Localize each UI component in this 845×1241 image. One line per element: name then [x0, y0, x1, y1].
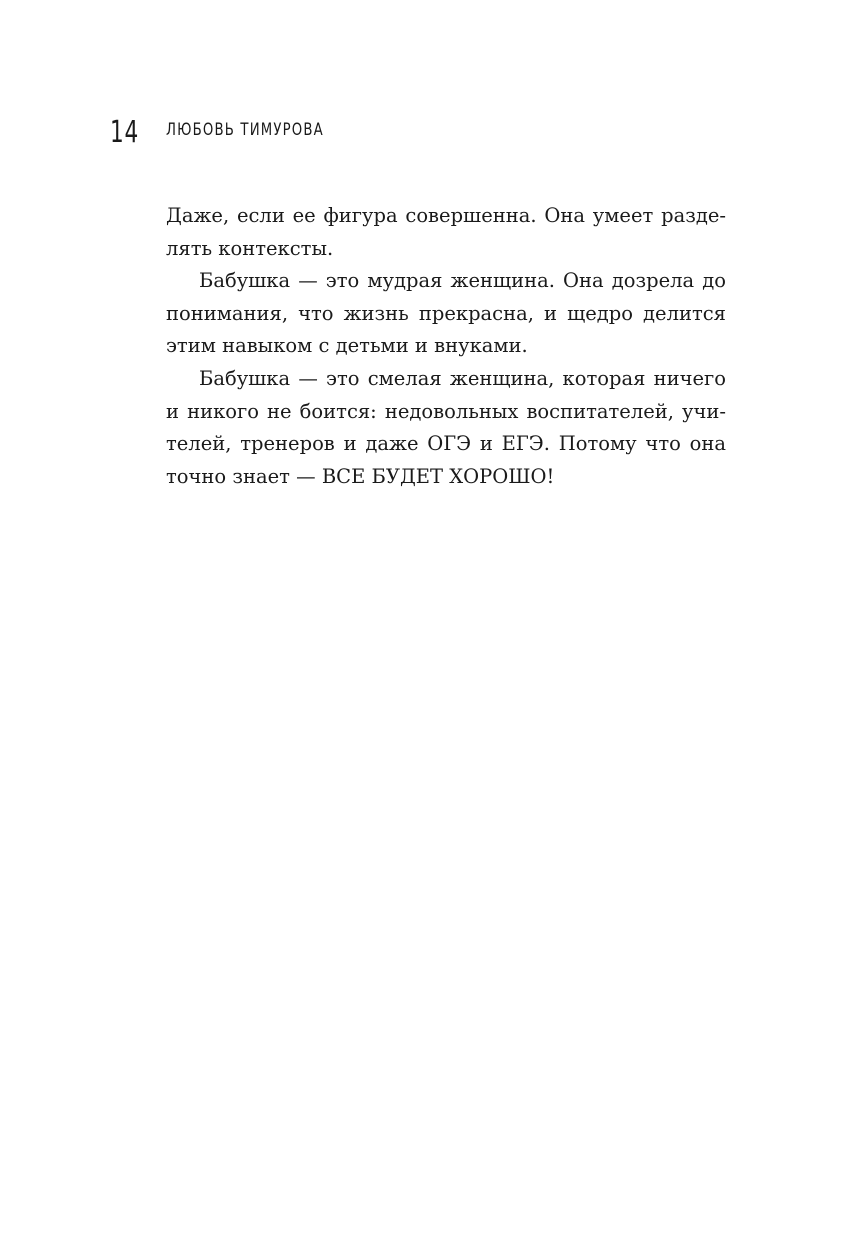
text-line: понимания, что жизнь прекрасна, и щедро делится	[166, 301, 726, 325]
running-head-author: ЛЮБОВЬ ТИМУРОВА	[166, 120, 324, 140]
text-line: телей, тренеров и даже ОГЭ и ЕГЭ. Потому что она	[166, 432, 726, 456]
text-line: Даже, если ее фигура совершенна. Она умеет разде-	[166, 204, 726, 227]
text-line: этим навыком с детьми и внуками.	[166, 334, 528, 358]
text-line: точно знает — ВСЕ БУДЕТ ХОРОШО!	[166, 464, 555, 488]
text-line: Бабушка — это мудрая женщина. Она дозрела до	[199, 269, 726, 293]
text-line: Бабушка — это смелая женщина, которая ничего	[199, 366, 726, 390]
body-text	[166, 200, 726, 493]
page-number: 14	[110, 115, 139, 150]
text-line: и никого не боится: недовольных воспитателей, учи-	[166, 399, 726, 423]
text-line: лять контексты.	[166, 236, 334, 260]
